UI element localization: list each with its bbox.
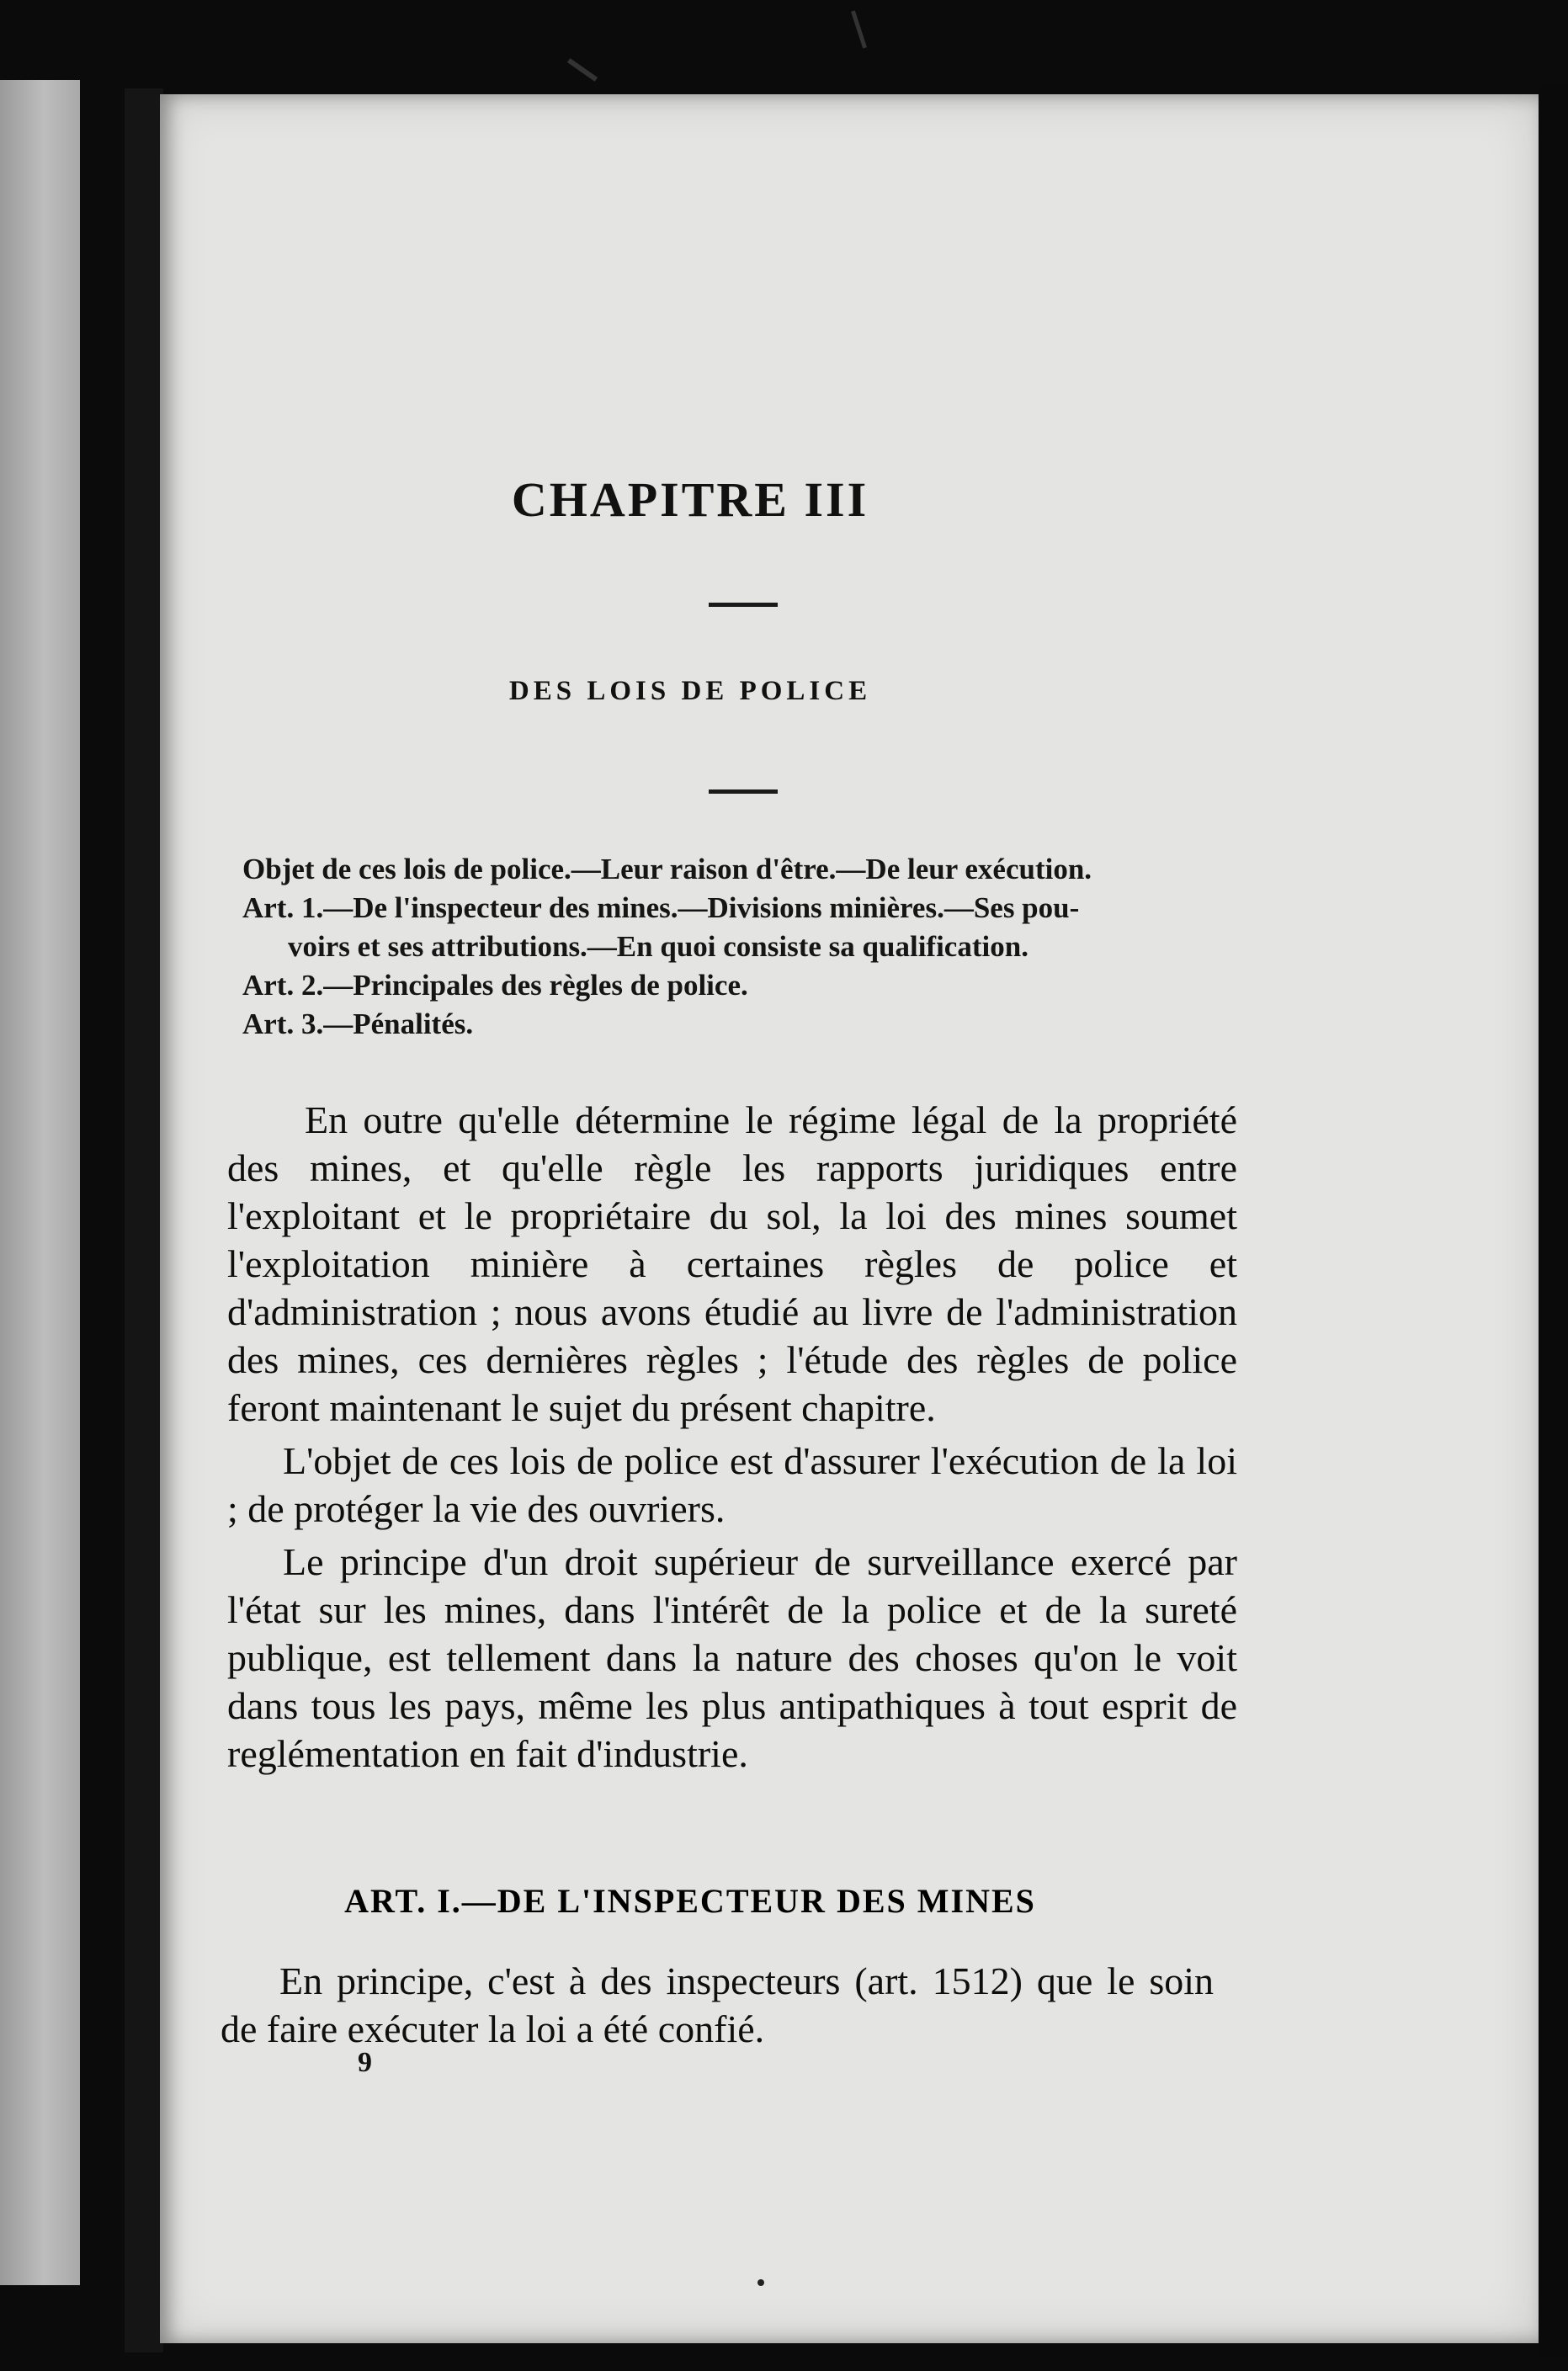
scan-border (1539, 84, 1568, 2357)
adjacent-page-edge (0, 80, 80, 2285)
page-number: 9 (358, 2047, 372, 2078)
summary-line: Objet de ces lois de police.—Leur raison d'être.—De leur exécution. (242, 853, 1092, 885)
body-paragraph: En outre qu'elle détermine le régime légal de la propriété des mines, et qu'elle règle les rapports juridiques entre l'exploitant et le propriétaire du sol, la loi des mines soumet l'exploitation minière à certaines règles de police et d'administration ; nous avons étudié au livre de l'administration des mines, ces dernières règles ; l'étude des règles de police feront maintenant le sujet du présent chapitre. (227, 1098, 1237, 1429)
scan-mark (851, 10, 867, 48)
title-rule-bottom (709, 789, 778, 794)
chapter-body (227, 1096, 1237, 1778)
chapter-subtitle: DES LOIS DE POLICE (508, 676, 872, 706)
summary-line: voirs et ses attributions.—En quoi consiste sa qualification. (288, 930, 1029, 963)
body-paragraph: L'objet de ces lois de police est d'assurer l'exécution de la loi ; de protéger la vie des ouvriers. (227, 1439, 1237, 1530)
article-heading: ART. I.—DE L'INSPECTEUR DES MINES (344, 1882, 1036, 1920)
article-paragraph: En principe, c'est à des inspecteurs (art. 1512) que le soin de faire exécuter la loi a été confié. (221, 1959, 1214, 2050)
scan-speck (757, 2279, 764, 2286)
body-paragraph: Le principe d'un droit supérieur de surveillance exercé par l'état sur les mines, dans l'intérêt de la police et de la sureté publique, est tellement dans la nature des choses qu'on le voit dans tous les pays, même les plus antipathiques à tout esprit de reglémentation en fait d'industrie. (227, 1540, 1237, 1775)
book-spine (125, 88, 163, 2352)
summary-line: Art. 1.—De l'inspecteur des mines.—Divisions minières.—Ses pou- (242, 891, 1080, 924)
chapter-title: CHAPITRE III (511, 472, 869, 527)
summary-line: Art. 2.—Principales des règles de police. (242, 969, 748, 1002)
title-rule-top (709, 603, 778, 607)
chapter-summary (242, 850, 1236, 1044)
scan-mark (567, 58, 598, 82)
summary-line: Art. 3.—Pénalités. (242, 1007, 474, 1040)
